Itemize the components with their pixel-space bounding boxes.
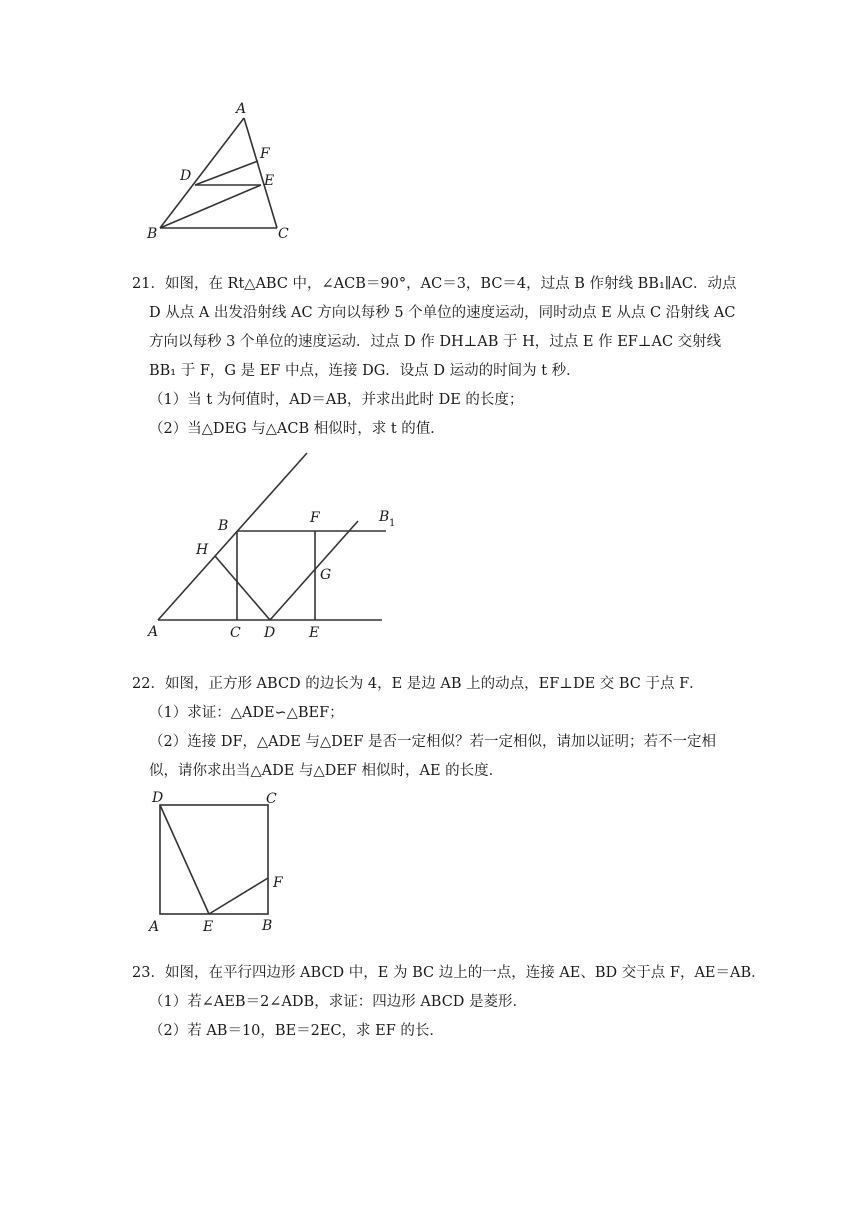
- figure-q22: [140, 786, 300, 936]
- label-b: B: [147, 226, 158, 242]
- label-g: G: [320, 567, 332, 583]
- label-f: F: [310, 510, 320, 526]
- question-21-line-4: BB₁ 于 F，G 是 EF 中点，连接 DG．设点 D 运动的时间为 t 秒．: [149, 363, 581, 379]
- figure-q21: [140, 448, 400, 648]
- question-21-line-1: 21．如图，在 Rt△ABC 中，∠ACB＝90°，AC＝3，BC＝4，过点 B 作射线 BB₁∥AC．动点: [132, 276, 737, 292]
- ray-diagram: [140, 448, 400, 648]
- question-21-line-3: 方向以每秒 3 个单位的速度运动．过点 D 作 DH⊥AB 于 H，过点 E 作 EF⊥AC 交射线: [149, 334, 722, 350]
- triangle-diagram: [140, 98, 300, 244]
- question-21-part-2: （2）当△DEG 与△ACB 相似时，求 t 的值．: [149, 421, 445, 437]
- segment-ab: [160, 118, 244, 228]
- ray-dg: [270, 521, 358, 620]
- label-f: F: [260, 146, 270, 162]
- label-b1: B: [379, 509, 390, 525]
- segment-dh: [215, 556, 270, 620]
- figure-q20: [140, 98, 300, 244]
- ray-ab: [158, 453, 307, 620]
- segment-ef: [209, 878, 268, 914]
- label-c: C: [266, 791, 277, 807]
- segment-df: [195, 161, 258, 185]
- question-23-part-2: （2）若 AB＝10，BE＝2EC，求 EF 的长．: [149, 1023, 444, 1039]
- label-f: F: [273, 875, 283, 891]
- question-21: [132, 270, 737, 444]
- question-22-part-1: （1）求证：△ADE∽△BEF；: [149, 705, 344, 721]
- question-22-line-1: 22．如图，正方形 ABCD 的边长为 4，E 是边 AB 上的动点，EF⊥DE 交 BC 于点 F．: [132, 676, 704, 692]
- question-21-part-1: （1）当 t 为何值时，AD＝AB，并求出此时 DE 的长度；: [149, 392, 524, 408]
- label-a: A: [148, 624, 159, 640]
- label-a: A: [149, 919, 160, 935]
- label-c: C: [230, 625, 241, 641]
- segment-de: [160, 805, 209, 914]
- label-c: C: [278, 226, 289, 242]
- label-d: D: [152, 790, 164, 806]
- question-23: [132, 959, 766, 1046]
- label-e: E: [264, 173, 275, 189]
- segment-be: [160, 185, 261, 228]
- square-abcd: [160, 805, 268, 914]
- label-b: B: [262, 918, 273, 934]
- question-23-part-1: （1）若∠AEB＝2∠ADB，求证：四边形 ABCD 是菱形．: [149, 994, 528, 1010]
- question-21-line-2: D 从点 A 出发沿射线 AC 方向以每秒 5 个单位的速度运动，同时动点 E 从点 C 沿射线 AC: [149, 305, 736, 321]
- question-22-part-2-cont: 似，请你求出当△ADE 与△DEF 相似时，AE 的长度．: [149, 763, 504, 779]
- label-d: D: [180, 168, 192, 184]
- question-23-line-1: 23．如图，在平行四边形 ABCD 中，E 为 BC 边上的一点，连接 AE、BD 交于点 F，AE＝AB．: [132, 965, 766, 981]
- label-e: E: [203, 919, 214, 935]
- label-e: E: [309, 625, 320, 641]
- question-22: [132, 670, 732, 786]
- square-diagram: [140, 786, 300, 936]
- question-22-part-2: （2）连接 DF，△ADE 与△DEF 是否一定相似？若一定相似，请加以证明；若不一定相: [149, 734, 716, 750]
- label-b: B: [218, 518, 229, 534]
- label-b1-subscript: 1: [389, 518, 396, 529]
- label-h: H: [196, 542, 209, 558]
- label-d: D: [264, 625, 276, 641]
- label-a: A: [236, 101, 247, 117]
